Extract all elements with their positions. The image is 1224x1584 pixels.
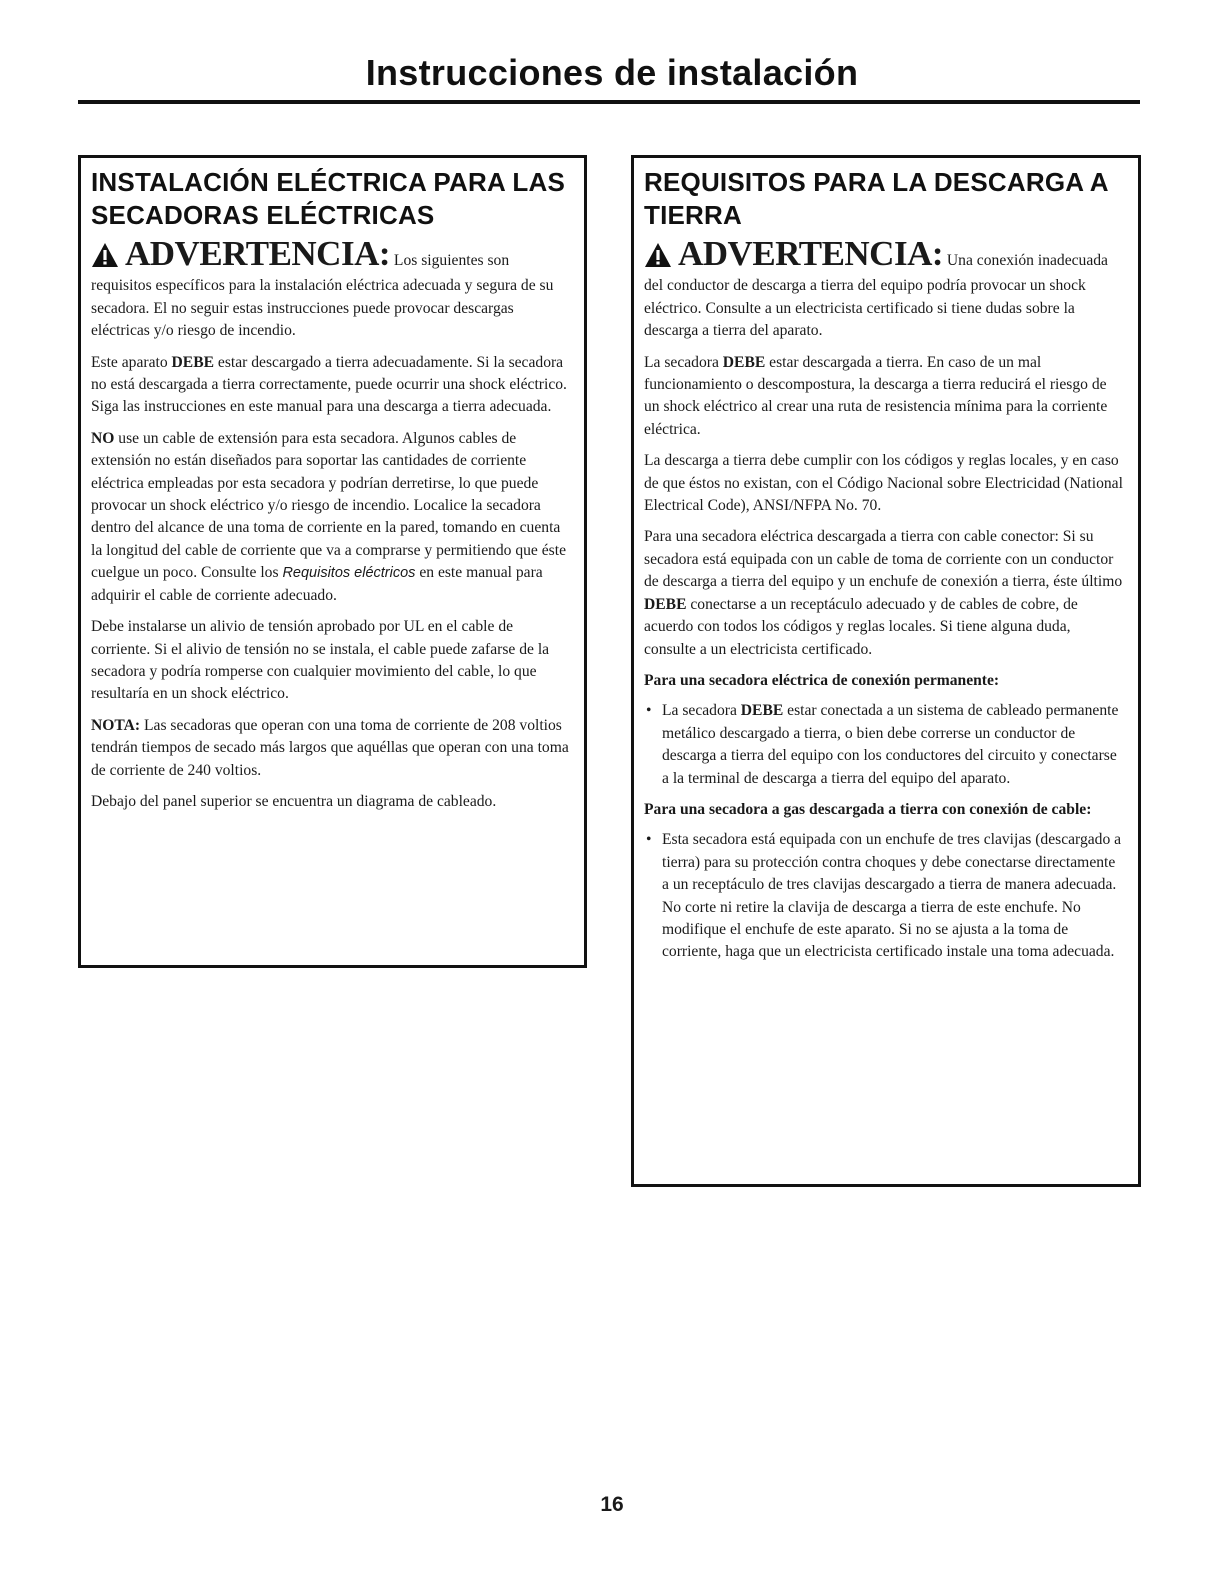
cord-connected-text: Para una secadora eléctrica descargada a tierra con cable conector: Si su secadora está equipada con un cable de toma de corriente con un conductor de descarga a tierra del equipo y un enchufe de conexión a tierra, éste último: [644, 528, 1123, 591]
electrical-requirements-reference: Requisitos eléctricos: [282, 565, 416, 582]
gas-dryer-subheading: Para una secadora a gas descargada a tierra con conexión de cable:: [644, 800, 1092, 818]
list-item: • Esta secadora está equipada con un enchufe de tres clavijas (descargado a tierra) para su protección contra choques y debe conectarse directamente a un receptáculo de tres clavijas descargado a tierra de manera adecuada. No corte ni retire la clavija de descarga a tierra de este enchufe. No modifique el enchufe de este aparato. Si no se ajusta a la toma de corriente, haga que un electricista certificado instale una toma adecuada.: [644, 829, 1126, 963]
electrical-warning: [91, 234, 572, 343]
voltage-note-paragraph: [91, 715, 572, 782]
warning-text: Una conexión inadecuada del conductor de descarga a tierra del equipo podría provocar un shock eléctrico. Consulte a un electricista certificado si tiene dudas sobre la descarga a tierra del aparato.: [644, 252, 1108, 340]
warning-text: Los siguientes son requisitos específicos para la instalación eléctrica adecuada y segura de su secadora. El no seguir estas instrucciones puede provocar descargas eléctricas y/o riesgo de incendio.: [91, 252, 554, 340]
extension-cord-text-end: en este manual para adquirir el cable de corriente adecuado.: [91, 564, 543, 604]
page-title: Instrucciones de instalación: [365, 52, 859, 93]
grounding-requirements-box: [631, 155, 1141, 1187]
list-item-emphasis: DEBE: [740, 702, 784, 720]
dryer-grounding-post: estar descargada a tierra. En caso de un mal funcionamiento o descompostura, la descarga a tierra reducirá el riesgo de un shock eléctrico al crear una ruta de resistencia mínima para la corriente eléctrica.: [644, 353, 1108, 438]
warning-triangle-icon: [91, 242, 119, 275]
electrical-installation-box: [78, 155, 587, 968]
warning-label: ADVERTENCIA:: [678, 234, 944, 273]
cord-connected-post: conectarse a un receptáculo adecuado y de cables de cobre, de acuerdo con todos los códigos y reglas locales. Si tiene alguna duda, consulte a un electricista certificado.: [644, 595, 1078, 658]
permanent-connection-subheading: Para una secadora eléctrica de conexión permanente:: [644, 671, 1000, 689]
grounding-text-pre: Este aparato: [91, 353, 168, 371]
warning-label: ADVERTENCIA:: [125, 234, 391, 273]
extension-cord-text: use un cable de extensión para esta secadora. Algunos cables de extensión no están diseñados para soportar las cantidades de corriente eléctrica empleadas por esta secadora y podrían derretirse, lo que puede provocar un shock eléctrico y/o riesgo de incendio. Localice la secadora dentro del alcance de una toma de corriente en la pared, tomando en cuenta la longitud del cable de corriente que va a comprarse y permitiendo que éste cuelgue un poco. Consulte los: [91, 429, 566, 582]
list-item-post: estar conectada a un sistema de cableado permanente metálico descargado a tierra, o bien debe correrse un conductor de descarga a tierra del equipo con los conductores del circuito y conectarse a la terminal de descarga a tierra del equipo del aparato.: [662, 702, 1119, 787]
strain-relief-paragraph: Debe instalarse un alivio de tensión aprobado por UL en el cable de corriente. Si el alivio de tensión no se instala, el cable puede zafarse de la secadora y podría romperse con cualquier movimiento del cable, lo que resultaría en un shock eléctrico.: [91, 618, 550, 703]
permanent-connection-list: [644, 700, 1126, 790]
list-item-pre: La secadora: [662, 702, 737, 720]
title-rule: [78, 100, 1140, 104]
note-label: NOTA:: [91, 716, 141, 734]
extension-cord-emphasis: NO: [91, 429, 115, 447]
electrical-installation-heading: INSTALACIÓN ELÉCTRICA PARA LAS SECADORAS ELÉCTRICAS: [91, 167, 565, 230]
codes-paragraph: La descarga a tierra debe cumplir con los códigos y reglas locales, y en caso de que éstos no existan, con el Código Nacional sobre Electricidad (National Electrical Code), ANSI/NFPA No. 70.: [644, 452, 1123, 515]
note-text: Las secadoras que operan con una toma de corriente de 208 voltios tendrán tiempos de secado más largos que aquéllas que operan con una toma de corriente de 240 voltios.: [91, 716, 569, 779]
gas-dryer-list: [644, 829, 1126, 963]
grounding-requirements-heading: REQUISITOS PARA LA DESCARGA A TIERRA: [644, 167, 1108, 230]
grounding-warning: [644, 234, 1126, 343]
page-number: 16: [600, 1493, 624, 1516]
grounding-paragraph: [91, 352, 572, 419]
grounding-emphasis: DEBE: [171, 353, 215, 371]
dryer-grounding-paragraph: [644, 352, 1126, 442]
warning-triangle-icon: [644, 242, 672, 275]
cord-connected-paragraph: [644, 526, 1126, 660]
dryer-grounding-pre: La secadora: [644, 353, 719, 371]
extension-cord-paragraph: [91, 428, 572, 607]
wiring-diagram-paragraph: Debajo del panel superior se encuentra un diagrama de cableado.: [91, 792, 497, 810]
grounding-text-post: estar descargado a tierra adecuadamente. Si la secadora no está descargada a tierra correctamente, puede ocurrir una shock eléctrico. Siga las instrucciones en este manual para una descarga a tierra adecuada.: [91, 353, 567, 416]
dryer-grounding-emphasis: DEBE: [722, 353, 766, 371]
cord-connected-emphasis: DEBE: [644, 595, 687, 613]
list-item: [644, 700, 1126, 790]
